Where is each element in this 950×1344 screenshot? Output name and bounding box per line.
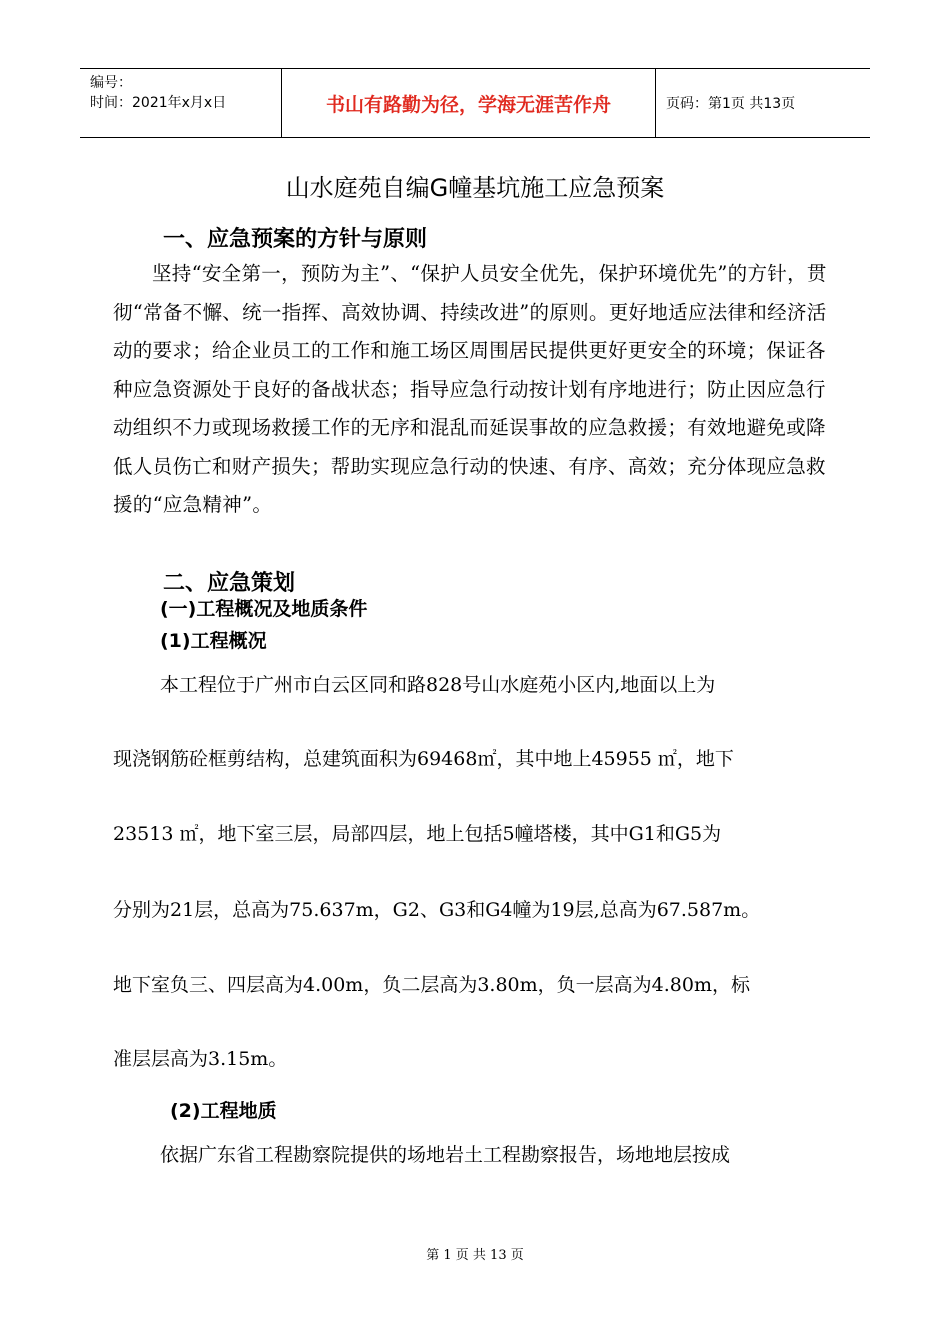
overview-line-6: 准层层高为3.15m。 <box>113 1048 288 1070</box>
section2-heading: 二、应急策划 <box>163 571 296 596</box>
page-footer: 第 1 页 共 13 页 <box>426 1248 524 1263</box>
geology-line-1: 依据广东省工程勘察院提供的场地岩土工程勘察报告，场地地层按成 <box>160 1144 731 1166</box>
section1-heading: 一、应急预案的方针与原则 <box>163 227 428 252</box>
header-meta <box>80 69 282 137</box>
subsection-geology: (2)工程地质 <box>170 1100 277 1122</box>
overview-line-5: 地下室负三、四层高为4.00m，负二层高为3.80m，负一层高为4.80m，标 <box>113 974 750 996</box>
document-date: 时间：2021年x月x日 <box>90 95 227 111</box>
overview-line-3: 23513 ㎡，地下室三层，局部四层，地上包括5幢塔楼，其中G1和G5为 <box>113 823 722 845</box>
overview-line-2: 现浇钢筋砼框剪结构，总建筑面积为69468㎡，其中地上45955 ㎡，地下 <box>113 748 734 770</box>
subsection-project-overview: (1)工程概况 <box>160 630 267 652</box>
header-motto: 书山有路勤为径，学海无涯苦作舟 <box>282 69 656 137</box>
overview-line-1: 本工程位于广州市白云区同和路828号山水庭苑小区内,地面以上为 <box>160 674 716 696</box>
section1-paragraph: 坚持“安全第一，预防为主”、“保护人员安全优先，保护环境优先”的方针，贯彻“常备不懈、统一指挥、高效协调、持续改进”的原则。更好地适应法律和经济活动的要求；给企业员工的工作和施工场区周围居民提供更好更安全的环境；保证各种应急资源处于良好的备战状态；指导应急行动按计划有序地进行；防止因应急行动组织不力或现场救援工作的无序和混乱而延误事故的应急救援；有效地避免或降低人员伤亡和财产损失；帮助实现应急行动的快速、有序、高效；充分体现应急救援的“应急精神”。 <box>113 262 827 516</box>
header-table <box>80 68 870 138</box>
overview-line-4: 分别为21层，总高为75.637m，G2、G3和G4幢为19层,总高为67.587m。 <box>113 899 761 921</box>
document-title: 山水庭苑自编G幢基坑施工应急预案 <box>285 174 665 202</box>
subsection-overview-geology: (一)工程概况及地质条件 <box>160 598 368 620</box>
header-page-info: 页码：第1页 共13页 <box>666 96 796 112</box>
document-number-label: 编号： <box>90 75 132 91</box>
